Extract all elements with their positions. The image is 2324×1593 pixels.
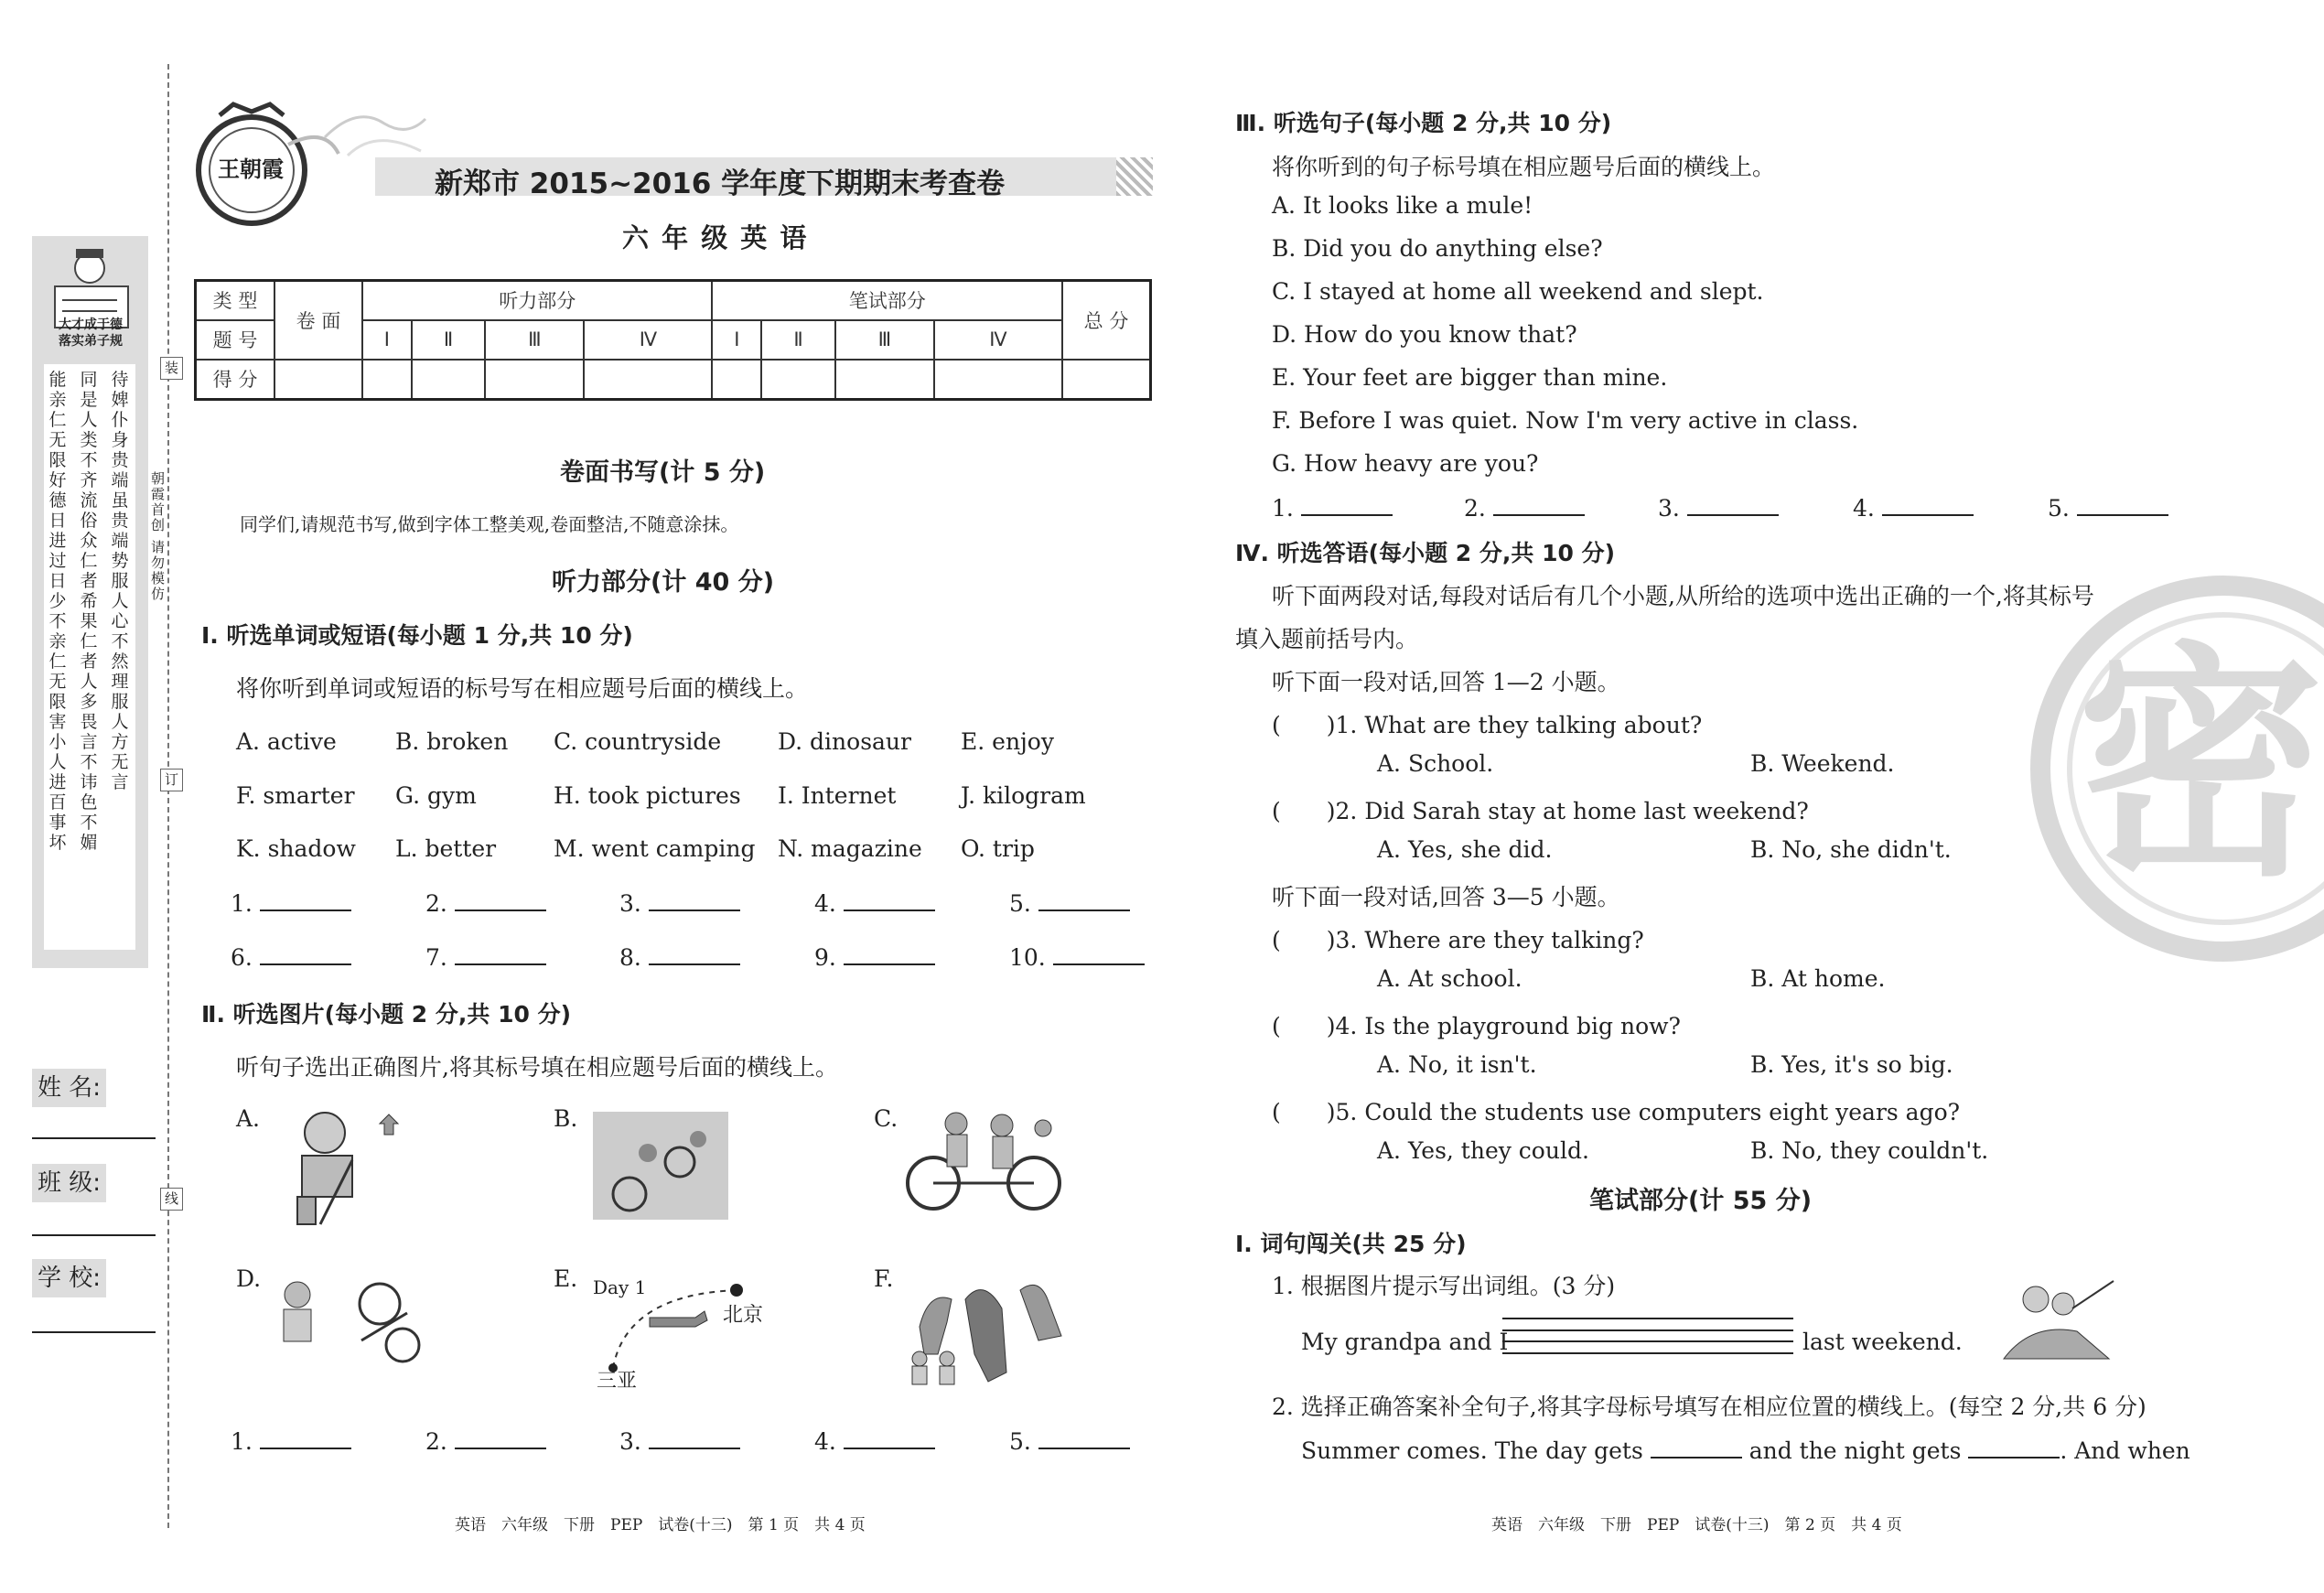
written-q1-before: My grandpa and I bbox=[1301, 1329, 1509, 1355]
written-part1-title: Ⅰ. 词句闯关(共 25 分) bbox=[1235, 1231, 1467, 1257]
question-2: ( )2. Did Sarah stay at home last weekend? bbox=[1272, 798, 1809, 824]
part1-title: Ⅰ. 听选单词或短语(每小题 1 分,共 10 分) bbox=[201, 622, 633, 649]
answer-blank-7[interactable] bbox=[425, 943, 546, 971]
sentence-blank-2[interactable] bbox=[1464, 494, 1585, 522]
question-4: ( )4. Is the playground big now? bbox=[1272, 1013, 1681, 1039]
option: O. trip bbox=[961, 835, 1035, 862]
option: N. magazine bbox=[778, 835, 922, 862]
choice-b: B. No, they couldn't. bbox=[1750, 1137, 1989, 1164]
paper-header: 卷 面 bbox=[274, 281, 362, 360]
answer-blank-4[interactable] bbox=[814, 889, 935, 917]
option: L. better bbox=[395, 835, 497, 862]
pic-label-a: A. bbox=[236, 1105, 261, 1132]
answer-paren[interactable]: ( ) bbox=[1272, 798, 1336, 824]
score-cell[interactable] bbox=[934, 360, 1062, 400]
score-table bbox=[194, 279, 1152, 401]
fold-mark-3: 线 bbox=[160, 1188, 183, 1211]
score-cell[interactable] bbox=[712, 360, 761, 400]
blank-number: 7. bbox=[425, 944, 447, 971]
fold-mark-1: 装 bbox=[160, 357, 183, 380]
answer-paren[interactable]: ( ) bbox=[1272, 1099, 1336, 1125]
part4-instruction-2: 填入题前括号内。 bbox=[1235, 626, 1419, 652]
sentence-option: E. Your feet are bigger than mine. bbox=[1272, 364, 1668, 391]
option: E. enjoy bbox=[961, 728, 1054, 755]
blank-number: 4. bbox=[1853, 495, 1875, 522]
option: M. went camping bbox=[554, 835, 756, 862]
picture-a-sweeping bbox=[265, 1105, 403, 1233]
answer-paren[interactable]: ( ) bbox=[1272, 712, 1336, 738]
sentence-blank-4[interactable] bbox=[1853, 494, 1974, 522]
picture-d-broken-bike bbox=[270, 1276, 425, 1368]
title-band-pattern bbox=[1116, 157, 1153, 196]
col-written-4: Ⅳ bbox=[934, 320, 1062, 360]
page2-footer: 英语 六年级 下册 PEP 试卷(十三) 第 2 页 共 4 页 bbox=[1491, 1516, 1902, 1534]
blank-number: 2. bbox=[425, 1428, 447, 1455]
blank-number: 9. bbox=[814, 944, 836, 971]
choice-b: B. At home. bbox=[1750, 965, 1886, 992]
fold-mark-2: 订 bbox=[160, 769, 183, 791]
listening-header: 听力部分 bbox=[362, 281, 712, 320]
fill-blank-2[interactable] bbox=[1968, 1437, 2060, 1458]
col-written-3: Ⅲ bbox=[835, 320, 934, 360]
blank-number: 3. bbox=[1658, 495, 1680, 522]
part2-title: Ⅱ. 听选图片(每小题 2 分,共 10 分) bbox=[201, 1001, 572, 1028]
option: F. smarter bbox=[236, 782, 355, 809]
page1-footer: 英语 六年级 下册 PEP 试卷(十三) 第 1 页 共 4 页 bbox=[455, 1516, 866, 1534]
picture-fishing bbox=[1995, 1276, 2118, 1363]
name-label: 姓 名: bbox=[32, 1069, 106, 1107]
option: C. countryside bbox=[554, 728, 722, 755]
part3-title: Ⅲ. 听选句子(每小题 2 分,共 10 分) bbox=[1235, 110, 1612, 136]
map-sanya-label: 三亚 bbox=[597, 1370, 638, 1393]
pic-label-f: F. bbox=[874, 1265, 894, 1292]
class-line[interactable] bbox=[32, 1234, 156, 1236]
name-line[interactable] bbox=[32, 1137, 156, 1139]
blank-number: 8. bbox=[619, 944, 641, 971]
school-field[interactable] bbox=[32, 1259, 106, 1293]
blank-number: 5. bbox=[1009, 890, 1031, 917]
dialog2-instruction: 听下面一段对话,回答 3—5 小题。 bbox=[1272, 884, 1620, 910]
handwriting-text: 同学们,请规范书写,做到字体工整美观,卷面整洁,不随意涂抹。 bbox=[240, 513, 739, 535]
score-cell[interactable] bbox=[485, 360, 584, 400]
phrase-writing-lines[interactable] bbox=[1502, 1318, 1793, 1354]
sentence-option: F. Before I was quiet. Now I'm very active in class. bbox=[1272, 407, 1859, 434]
sentence-option: C. I stayed at home all weekend and slept. bbox=[1272, 278, 1764, 305]
map-day-label: Day 1 bbox=[593, 1276, 647, 1298]
motto-columns bbox=[44, 364, 135, 950]
logo-text: 王朝霞 bbox=[218, 156, 284, 182]
answer-blank-2[interactable] bbox=[425, 889, 546, 917]
exam-subtitle: 六 年 级 英 语 bbox=[622, 222, 809, 253]
name-field[interactable] bbox=[32, 1069, 106, 1103]
dialog1-instruction: 听下面一段对话,回答 1—2 小题。 bbox=[1272, 669, 1620, 695]
motto-column-2: 同是人类不齐流俗众仁者希果仁者人多畏言不讳色不媚 bbox=[80, 370, 98, 853]
part1-instruction: 将你听到单词或短语的标号写在相应题号后面的横线上。 bbox=[236, 675, 809, 702]
blank-number: 5. bbox=[1009, 1428, 1031, 1455]
answer-blank-3[interactable] bbox=[619, 889, 740, 917]
blank-number: 3. bbox=[619, 1428, 641, 1455]
blank-number: 3. bbox=[619, 890, 641, 917]
choice-b: B. Weekend. bbox=[1750, 750, 1895, 777]
col-listening-4: Ⅳ bbox=[584, 320, 712, 360]
school-label: 学 校: bbox=[32, 1259, 106, 1297]
picture-b-cycling bbox=[593, 1112, 728, 1220]
answer-paren[interactable]: ( ) bbox=[1272, 927, 1336, 953]
score-cell-paper[interactable] bbox=[274, 360, 362, 400]
school-line[interactable] bbox=[32, 1331, 156, 1333]
sentence-option: A. It looks like a mule! bbox=[1272, 192, 1533, 219]
option: J. kilogram bbox=[961, 782, 1086, 809]
part2-instruction: 听句子选出正确图片,将其标号填在相应题号后面的横线上。 bbox=[236, 1054, 838, 1081]
score-cell[interactable] bbox=[584, 360, 712, 400]
part3-instruction: 将你听到的句子标号填在相应题号后面的横线上。 bbox=[1272, 154, 1776, 180]
score-cell[interactable] bbox=[412, 360, 486, 400]
written-q1-after: last weekend. bbox=[1802, 1329, 1963, 1355]
choice-a: A. Yes, she did. bbox=[1377, 836, 1553, 863]
motto-column-3: 能亲仁无限好德日进过日少不亲仁无限害小人进百事坏 bbox=[48, 370, 67, 853]
col-listening-3: Ⅲ bbox=[485, 320, 584, 360]
stamp-character: 密 bbox=[2077, 619, 2324, 910]
score-cell[interactable] bbox=[835, 360, 934, 400]
choice-b: B. Yes, it's so big. bbox=[1750, 1051, 1953, 1078]
map-beijing-label: 北京 bbox=[723, 1304, 764, 1327]
sentence-blank-1[interactable] bbox=[1272, 494, 1393, 522]
col-listening-2: Ⅱ bbox=[412, 320, 486, 360]
choice-a: A. School. bbox=[1377, 750, 1494, 777]
motto-column-1: 待婢仆身贵端虽贵端势服人心不然理服人方无言 bbox=[111, 370, 129, 792]
pic-blank-1[interactable] bbox=[231, 1427, 351, 1455]
fold-dashed-line bbox=[167, 64, 169, 1528]
blank-number: 1. bbox=[231, 1428, 253, 1455]
sentence-option: B. Did you do anything else? bbox=[1272, 235, 1603, 262]
question-1: ( )1. What are they talking about? bbox=[1272, 712, 1703, 738]
sentence-blank-5[interactable] bbox=[2048, 494, 2168, 522]
option: K. shadow bbox=[236, 835, 356, 862]
motto-top-2: 落实弟子规 bbox=[59, 334, 123, 349]
blank-number: 10. bbox=[1009, 944, 1046, 971]
choice-b: B. No, she didn't. bbox=[1750, 836, 1952, 863]
option: D. dinosaur bbox=[778, 728, 911, 755]
answer-blank-9[interactable] bbox=[814, 943, 935, 971]
answer-blank-10[interactable] bbox=[1009, 943, 1145, 971]
pic-blank-2[interactable] bbox=[425, 1427, 546, 1455]
col-listening-1: Ⅰ bbox=[362, 320, 412, 360]
pic-label-d: D. bbox=[236, 1265, 262, 1292]
handwriting-title: 卷面书写(计 5 分) bbox=[560, 458, 766, 487]
blank-number: 4. bbox=[814, 890, 836, 917]
blank-number: 1. bbox=[231, 890, 253, 917]
pic-blank-3[interactable] bbox=[619, 1427, 740, 1455]
pic-label-c: C. bbox=[874, 1105, 898, 1132]
blank-number: 2. bbox=[1464, 495, 1486, 522]
row-header-type: 类 型 bbox=[196, 281, 275, 320]
pic-blank-5[interactable] bbox=[1009, 1427, 1130, 1455]
total-header: 总 分 bbox=[1062, 281, 1151, 360]
exam-title: 新郑市 2015~2016 学年度下期期末考查卷 bbox=[435, 167, 1006, 200]
score-cell[interactable] bbox=[362, 360, 412, 400]
pic-label-e: E. bbox=[554, 1265, 578, 1292]
blank-number: 6. bbox=[231, 944, 253, 971]
picture-f-dinosaurs bbox=[901, 1272, 1075, 1391]
written-title: 笔试部分(计 55 分) bbox=[1589, 1187, 1813, 1215]
choice-a: A. Yes, they could. bbox=[1377, 1137, 1589, 1164]
option: H. took pictures bbox=[554, 782, 741, 809]
blank-number: 1. bbox=[1272, 495, 1294, 522]
pic-blank-4[interactable] bbox=[814, 1427, 935, 1455]
blank-number: 4. bbox=[814, 1428, 836, 1455]
question-3: ( )3. Where are they talking? bbox=[1272, 927, 1644, 953]
option: G. gym bbox=[395, 782, 477, 809]
col-written-2: Ⅱ bbox=[761, 320, 835, 360]
blank-number: 2. bbox=[425, 890, 447, 917]
row-header-number: 题 号 bbox=[196, 320, 275, 360]
part4-instruction-1: 听下面两段对话,每段对话后有几个小题,从所给的选项中选出正确的一个,将其标号 bbox=[1272, 583, 2094, 609]
answer-blank-5[interactable] bbox=[1009, 889, 1130, 917]
ribbon-decoration bbox=[320, 101, 430, 165]
picture-c-tandem-bike bbox=[901, 1105, 1071, 1213]
answer-blank-1[interactable] bbox=[231, 889, 351, 917]
sentence-option: D. How do you know that? bbox=[1272, 321, 1577, 348]
listening-title: 听力部分(计 40 分) bbox=[552, 568, 775, 597]
written-q2: 2. 选择正确答案补全句子,将其字母标号填写在相应位置的横线上。(每空 2 分,共 6 分) bbox=[1272, 1394, 2146, 1420]
pic-label-b: B. bbox=[554, 1105, 578, 1132]
option: I. Internet bbox=[778, 782, 897, 809]
row-header-score: 得 分 bbox=[196, 360, 275, 400]
score-cell-total[interactable] bbox=[1062, 360, 1151, 400]
choice-a: A. No, it isn't. bbox=[1377, 1051, 1537, 1078]
written-q1: 1. 根据图片提示写出词组。(3 分) bbox=[1272, 1273, 1616, 1299]
score-cell[interactable] bbox=[761, 360, 835, 400]
sentence-option: G. How heavy are you? bbox=[1272, 450, 1539, 477]
written-header: 笔试部分 bbox=[712, 281, 1062, 320]
option: B. broken bbox=[395, 728, 509, 755]
class-label: 班 级: bbox=[32, 1164, 106, 1202]
fill-blank-1[interactable] bbox=[1651, 1437, 1742, 1458]
option: A. active bbox=[236, 728, 337, 755]
answer-blank-6[interactable] bbox=[231, 943, 351, 971]
col-written-1: Ⅰ bbox=[712, 320, 761, 360]
motto-top-1: 大才成于德 bbox=[59, 318, 123, 332]
answer-blank-8[interactable] bbox=[619, 943, 740, 971]
written-q2-sentence: Summer comes. The day gets and the night gets . And when bbox=[1301, 1437, 2190, 1464]
class-field[interactable] bbox=[32, 1164, 106, 1198]
sentence-blank-3[interactable] bbox=[1658, 494, 1779, 522]
choice-a: A. At school. bbox=[1377, 965, 1522, 992]
part4-title: Ⅳ. 听选答语(每小题 2 分,共 10 分) bbox=[1235, 540, 1616, 566]
answer-paren[interactable]: ( ) bbox=[1272, 1013, 1336, 1039]
fold-note: 朝霞首创 请勿模仿 bbox=[149, 471, 166, 602]
question-5: ( )5. Could the students use computers eight years ago? bbox=[1272, 1099, 1961, 1125]
blank-number: 5. bbox=[2048, 495, 2070, 522]
